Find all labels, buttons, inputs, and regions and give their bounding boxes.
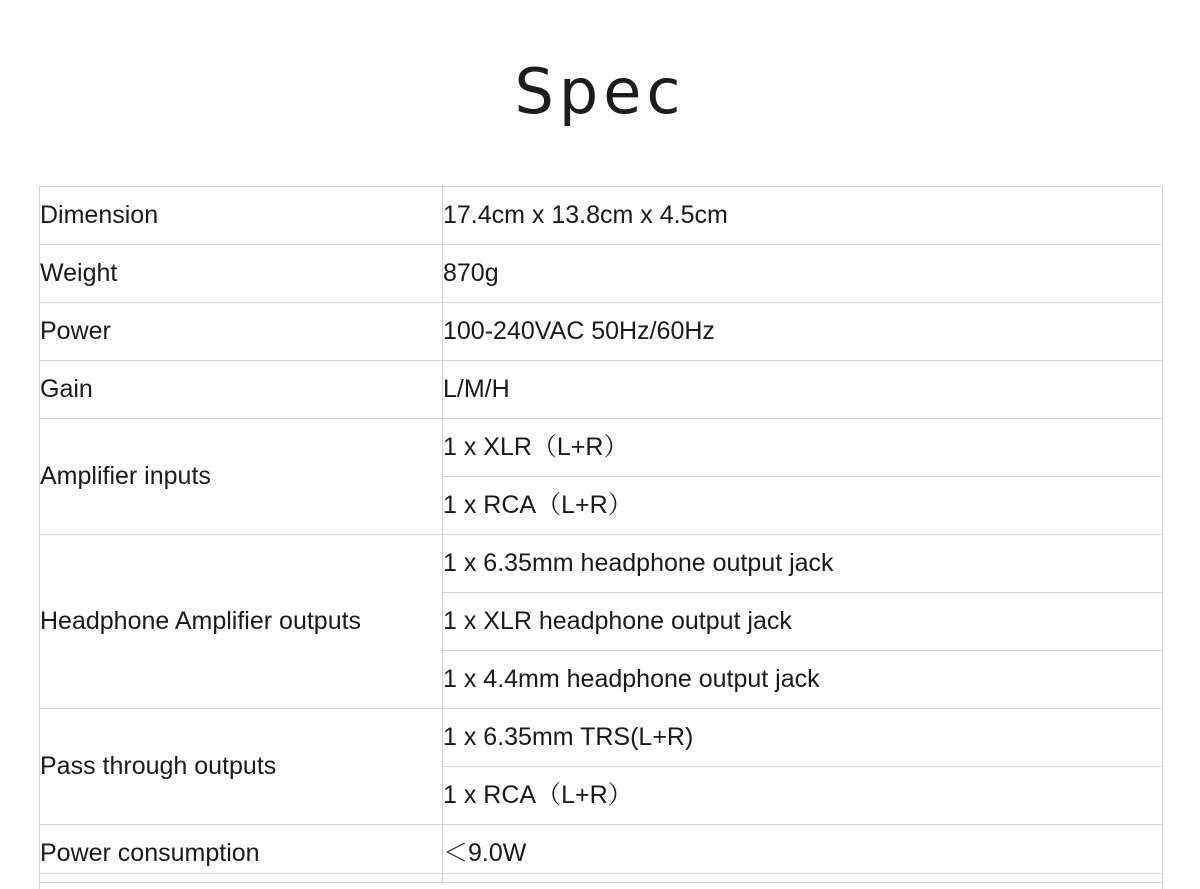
- spec-value: L/M/H: [443, 361, 1163, 419]
- spec-label: Gain: [40, 361, 443, 419]
- table-row: [40, 245, 1163, 303]
- spec-label: Dimension: [40, 187, 443, 245]
- specifications-table: [39, 186, 1163, 883]
- spec-value: 1 x RCA（L+R）: [443, 767, 1163, 825]
- spec-value: 1 x 6.35mm TRS(L+R): [443, 709, 1163, 767]
- page-title: Spec: [514, 55, 686, 128]
- spec-value: 1 x XLR headphone output jack: [443, 593, 1163, 651]
- spec-value: 100-240VAC 50Hz/60Hz: [443, 303, 1163, 361]
- spec-label: Pass through outputs: [40, 709, 443, 825]
- table-row: [40, 303, 1163, 361]
- spec-value: 870g: [443, 245, 1163, 303]
- table-row: [40, 361, 1163, 419]
- spec-label: Headphone Amplifier outputs: [40, 535, 443, 709]
- spec-value: 1 x XLR（L+R）: [443, 419, 1163, 477]
- spec-label: Power: [40, 303, 443, 361]
- table-bottom-partial-row: [39, 873, 1163, 889]
- spec-value: 1 x 6.35mm headphone output jack: [443, 535, 1163, 593]
- spec-label: Weight: [40, 245, 443, 303]
- spec-label: Amplifier inputs: [40, 419, 443, 535]
- spec-value: ＜9.0W: [443, 825, 1163, 883]
- spec-value: 1 x RCA（L+R）: [443, 477, 1163, 535]
- table-row: [40, 709, 1163, 767]
- spec-value: 17.4cm x 13.8cm x 4.5cm: [443, 187, 1163, 245]
- table-row: [40, 535, 1163, 593]
- spec-label: Power consumption: [40, 825, 443, 883]
- spec-value: 1 x 4.4mm headphone output jack: [443, 651, 1163, 709]
- table-row: [40, 419, 1163, 477]
- table-row: [40, 187, 1163, 245]
